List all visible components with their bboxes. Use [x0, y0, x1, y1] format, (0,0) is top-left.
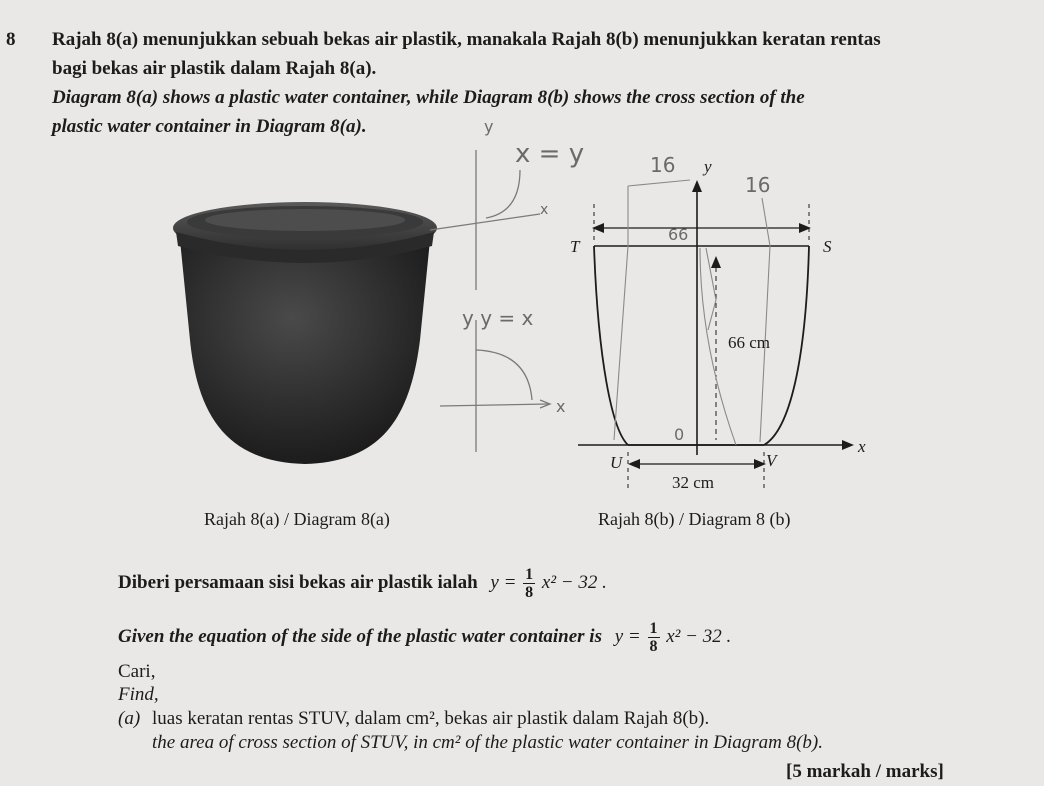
fraction-denominator: 8: [525, 584, 534, 601]
pencil-sketches: [430, 150, 550, 452]
intro-malay-line2: bagi bekas air plastik dalam Rajah 8(a).: [52, 58, 377, 79]
cross-section-diagram: [578, 180, 854, 490]
given-equation-english: [118, 620, 731, 655]
pencil-note-x-top: x: [540, 202, 549, 218]
pencil-note-y-equals-x: y y = x: [462, 306, 534, 330]
pencil-note-16-left: 16: [650, 153, 676, 177]
label-point-t: T: [570, 237, 580, 256]
plastic-container-image: [173, 202, 437, 464]
caption-diagram-a: Rajah 8(a) / Diagram 8(a): [204, 509, 390, 529]
part-a-english: the area of cross section of STUV, in cm² of the plastic water container in Diagram 8(b).: [152, 732, 823, 753]
find-english: Find,: [118, 684, 159, 705]
label-point-s: S: [823, 237, 832, 256]
part-a-malay: luas keratan rentas STUV, dalam cm², bekas air plastik dalam Rajah 8(b).: [152, 708, 710, 729]
label-width-32cm: 32 cm: [672, 473, 715, 492]
intro-english-line2: plastic water container in Diagram 8(a).: [52, 116, 367, 137]
pencil-note-66: 66: [668, 225, 689, 244]
question-number: 8: [6, 29, 16, 50]
equation-fraction-en: [648, 620, 660, 655]
label-height-66cm: 66 cm: [728, 333, 771, 352]
marks-allocation: [5 markah / marks]: [786, 761, 944, 782]
given-prefix-english: Given the equation of the side of the plastic water container is: [118, 625, 602, 647]
find-malay: Cari,: [118, 661, 156, 682]
pencil-note-y: y: [484, 117, 494, 136]
pencil-note-zero: 0: [674, 425, 685, 444]
equation-lhs-en: y =: [614, 625, 641, 647]
pencil-marks-cross-section: [614, 180, 770, 445]
label-point-u: U: [610, 453, 623, 472]
pencil-note-16-right: 16: [745, 173, 771, 197]
equation-fraction: [523, 566, 535, 601]
label-point-v: V: [766, 451, 777, 470]
caption-diagram-b: Rajah 8(b) / Diagram 8 (b): [598, 509, 791, 529]
equation-rhs: x² − 32 .: [541, 571, 607, 593]
pencil-note-x-equals-y: x = y: [515, 139, 585, 169]
given-equation-malay: [118, 566, 607, 601]
fraction-numerator-en: 1: [649, 620, 658, 637]
equation-rhs-en: x² − 32 .: [666, 625, 732, 647]
intro-english-line1: Diagram 8(a) shows a plastic water container, while Diagram 8(b) shows the cross section of the: [52, 87, 805, 108]
part-a-label: (a): [118, 708, 141, 729]
label-y-axis: y: [704, 157, 712, 176]
fraction-numerator: 1: [525, 566, 534, 583]
fraction-denominator-en: 8: [649, 638, 658, 655]
equation-lhs: y =: [490, 571, 517, 593]
pencil-note-x-bottom: x: [556, 397, 566, 416]
given-prefix-malay: Diberi persamaan sisi bekas air plastik ialah: [118, 571, 478, 593]
intro-malay-line1: Rajah 8(a) menunjukkan sebuah bekas air plastik, manakala Rajah 8(b) menunjukkan keratan rentas: [52, 29, 881, 50]
label-x-axis: x: [858, 437, 866, 456]
